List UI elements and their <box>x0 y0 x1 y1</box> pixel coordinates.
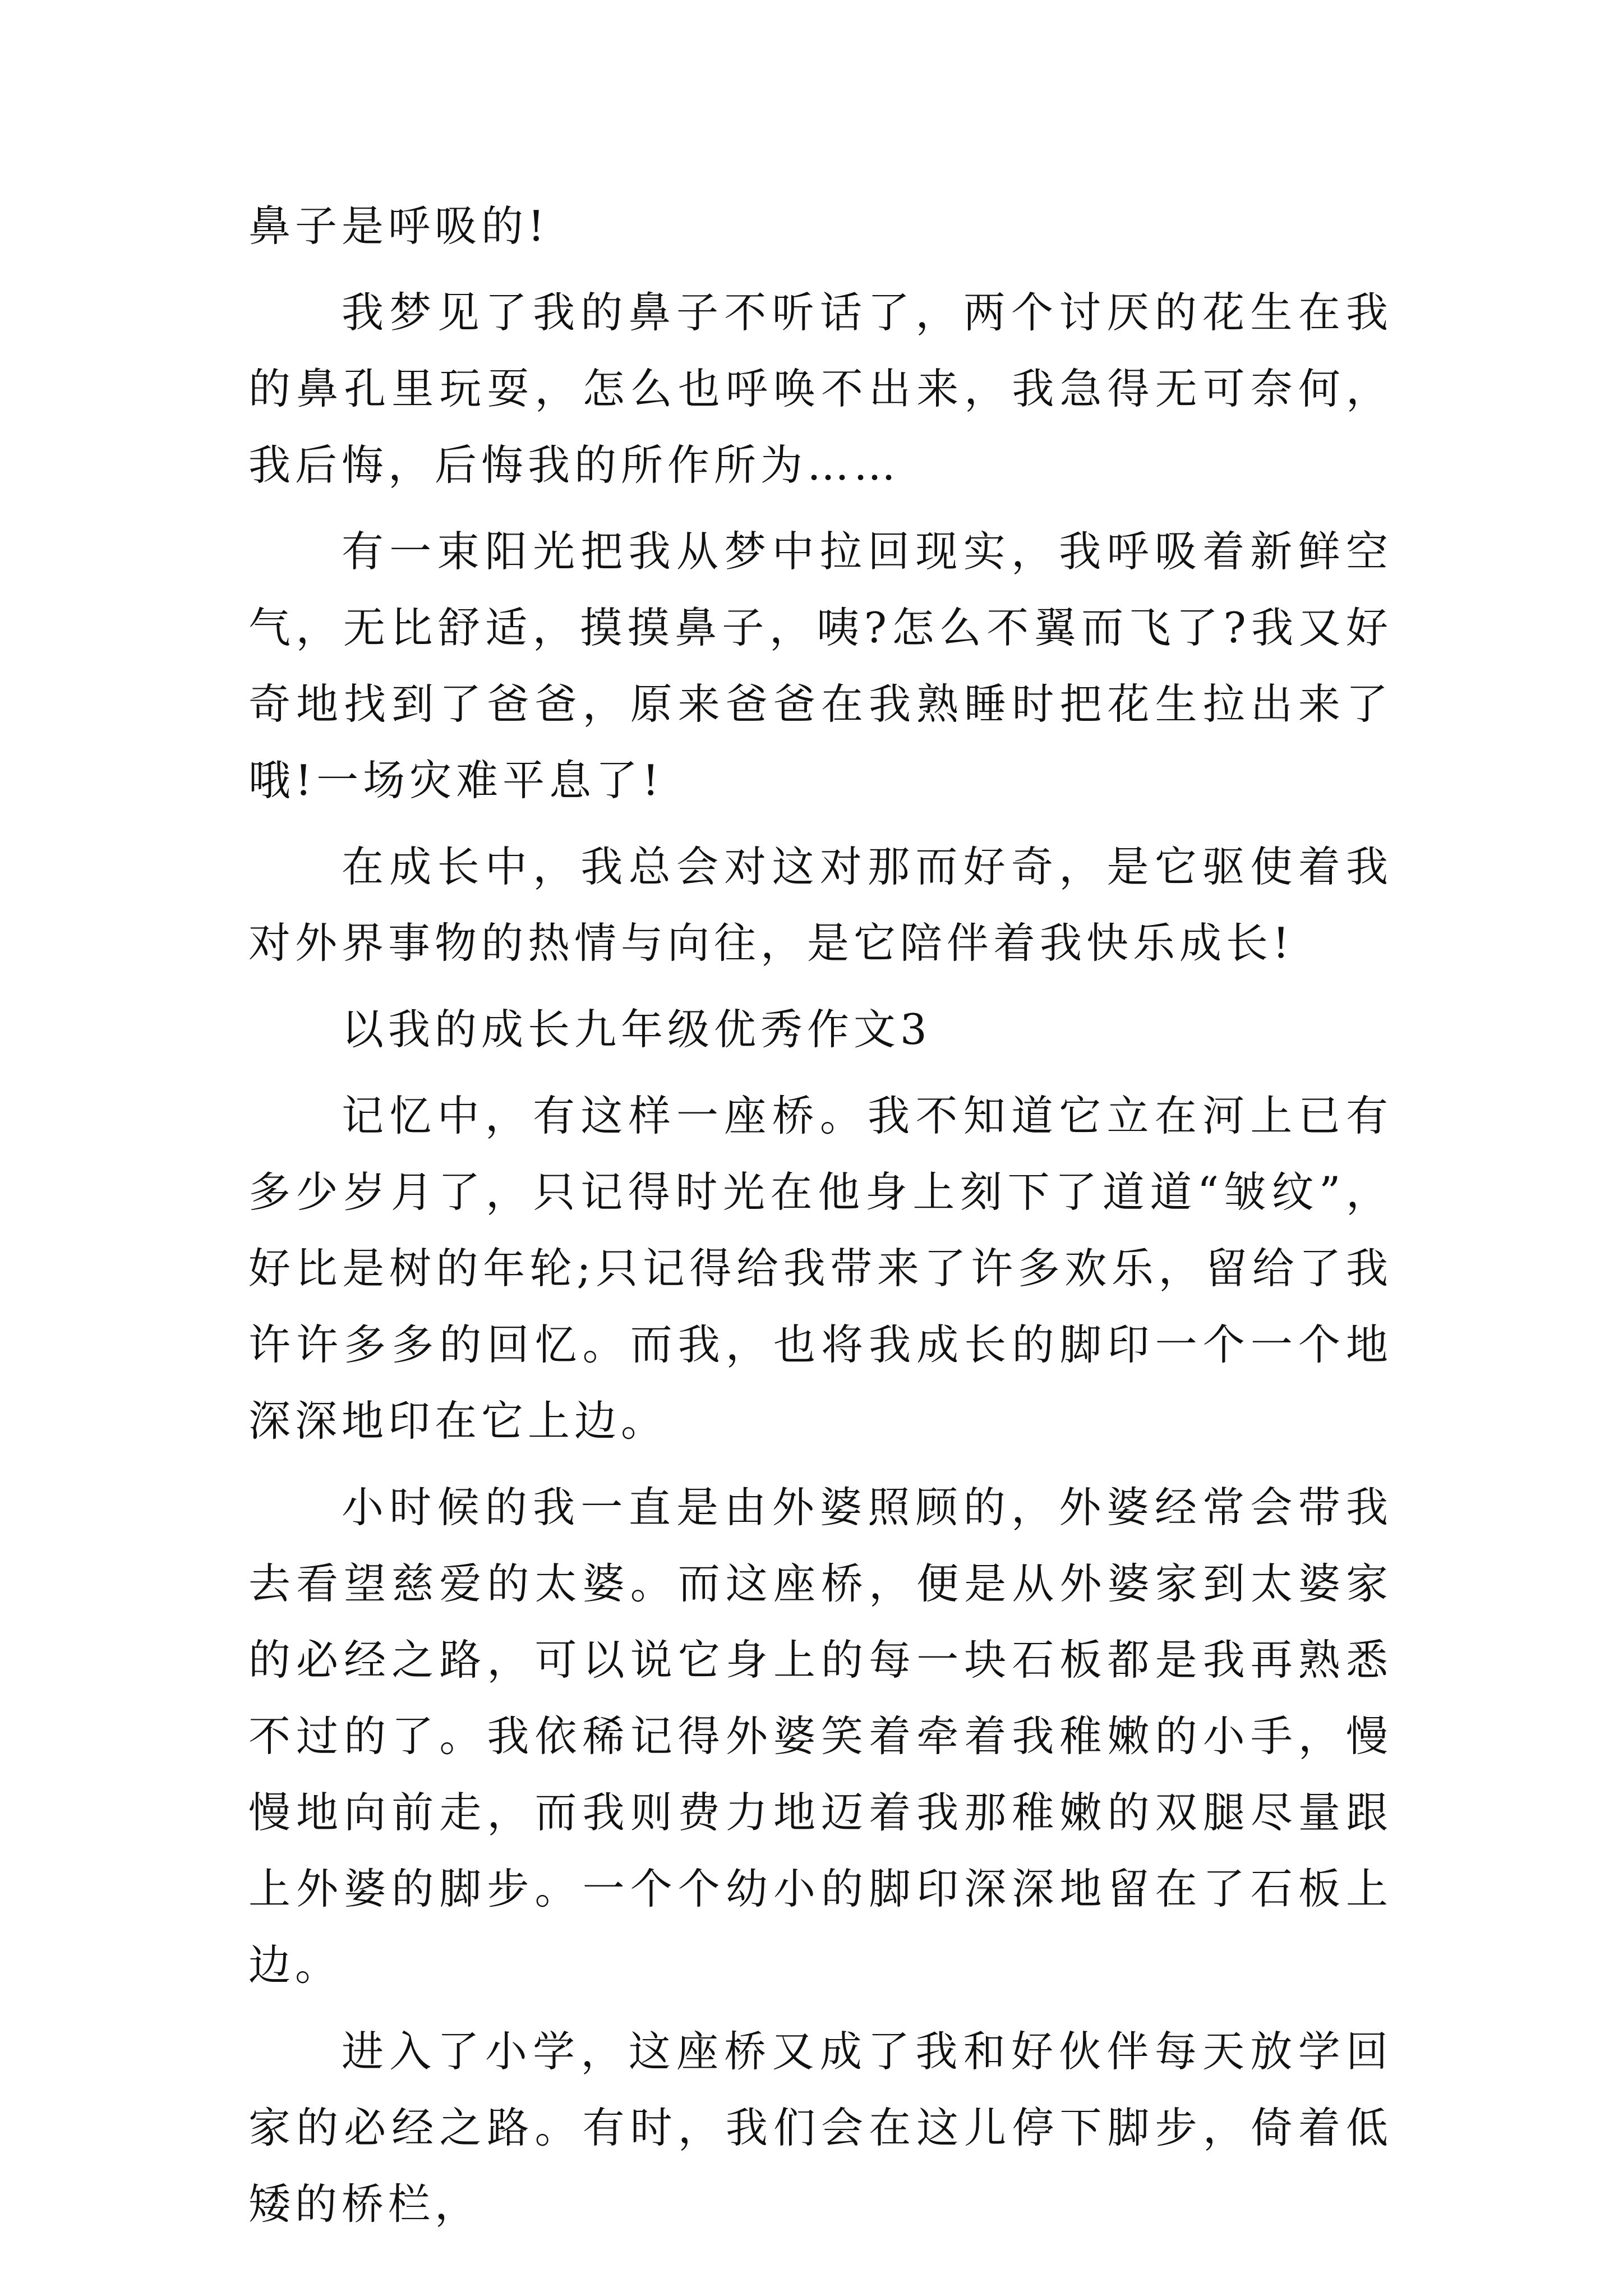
paragraph-bridge-memory: 记忆中，有这样一座桥。我不知道它立在河上已有多少岁月了，只记得时光在他身上刻下了道道“皱纹”，好比是树的年轮;只记得给我带来了许多欢乐，留给了我许许多多的回忆。而我，也将我成长的脚印一个一个地深深地印在它上边。 <box>248 1091 1393 1446</box>
essay-title: 以我的成长九年级优秀作文3 <box>342 1005 932 1054</box>
paragraph-primary-school: 进入了小学，这座桥又成了我和好伙伴每天放学回家的必经之路。有时，我们会在这儿停下脚步，倚着低矮的桥栏， <box>248 2027 1393 2229</box>
paragraph-sunlight: 有一束阳光把我从梦中拉回现实，我呼吸着新鲜空气，无比舒适，摸摸鼻子，咦?怎么不翼而飞了?我又好奇地找到了爸爸，原来爸爸在我熟睡时把花生拉出来了哦!一场灾难平息了! <box>248 527 1393 805</box>
paragraph-childhood: 小时候的我一直是由外婆照顾的，外婆经常会带我去看望慈爱的太婆。而这座桥，便是从外婆家到太婆家的必经之路，可以说它身上的每一块石板都是我再熟悉不过的了。我依稀记得外婆笑着牵着我稚嫩的小手，慢慢地向前走，而我则费力地迈着我那稚嫩的双腿尽量跟上外婆的脚步。一个个幼小的脚印深深地留在了石板上边。 <box>248 1483 1393 1990</box>
document-body <box>248 188 1393 2252</box>
paragraph-growth-curiosity: 在成长中，我总会对这对那而好奇，是它驱使着我对外界事物的热情与向往，是它陪伴着我快乐成长! <box>248 842 1393 968</box>
paragraph-continued: 鼻子是呼吸的! <box>248 201 550 251</box>
paragraph-dream: 我梦见了我的鼻子不听话了，两个讨厌的花生在我的鼻孔里玩耍，怎么也呼唤不出来，我急得无可奈何，我后悔，后悔我的所作所为…… <box>248 288 1393 490</box>
